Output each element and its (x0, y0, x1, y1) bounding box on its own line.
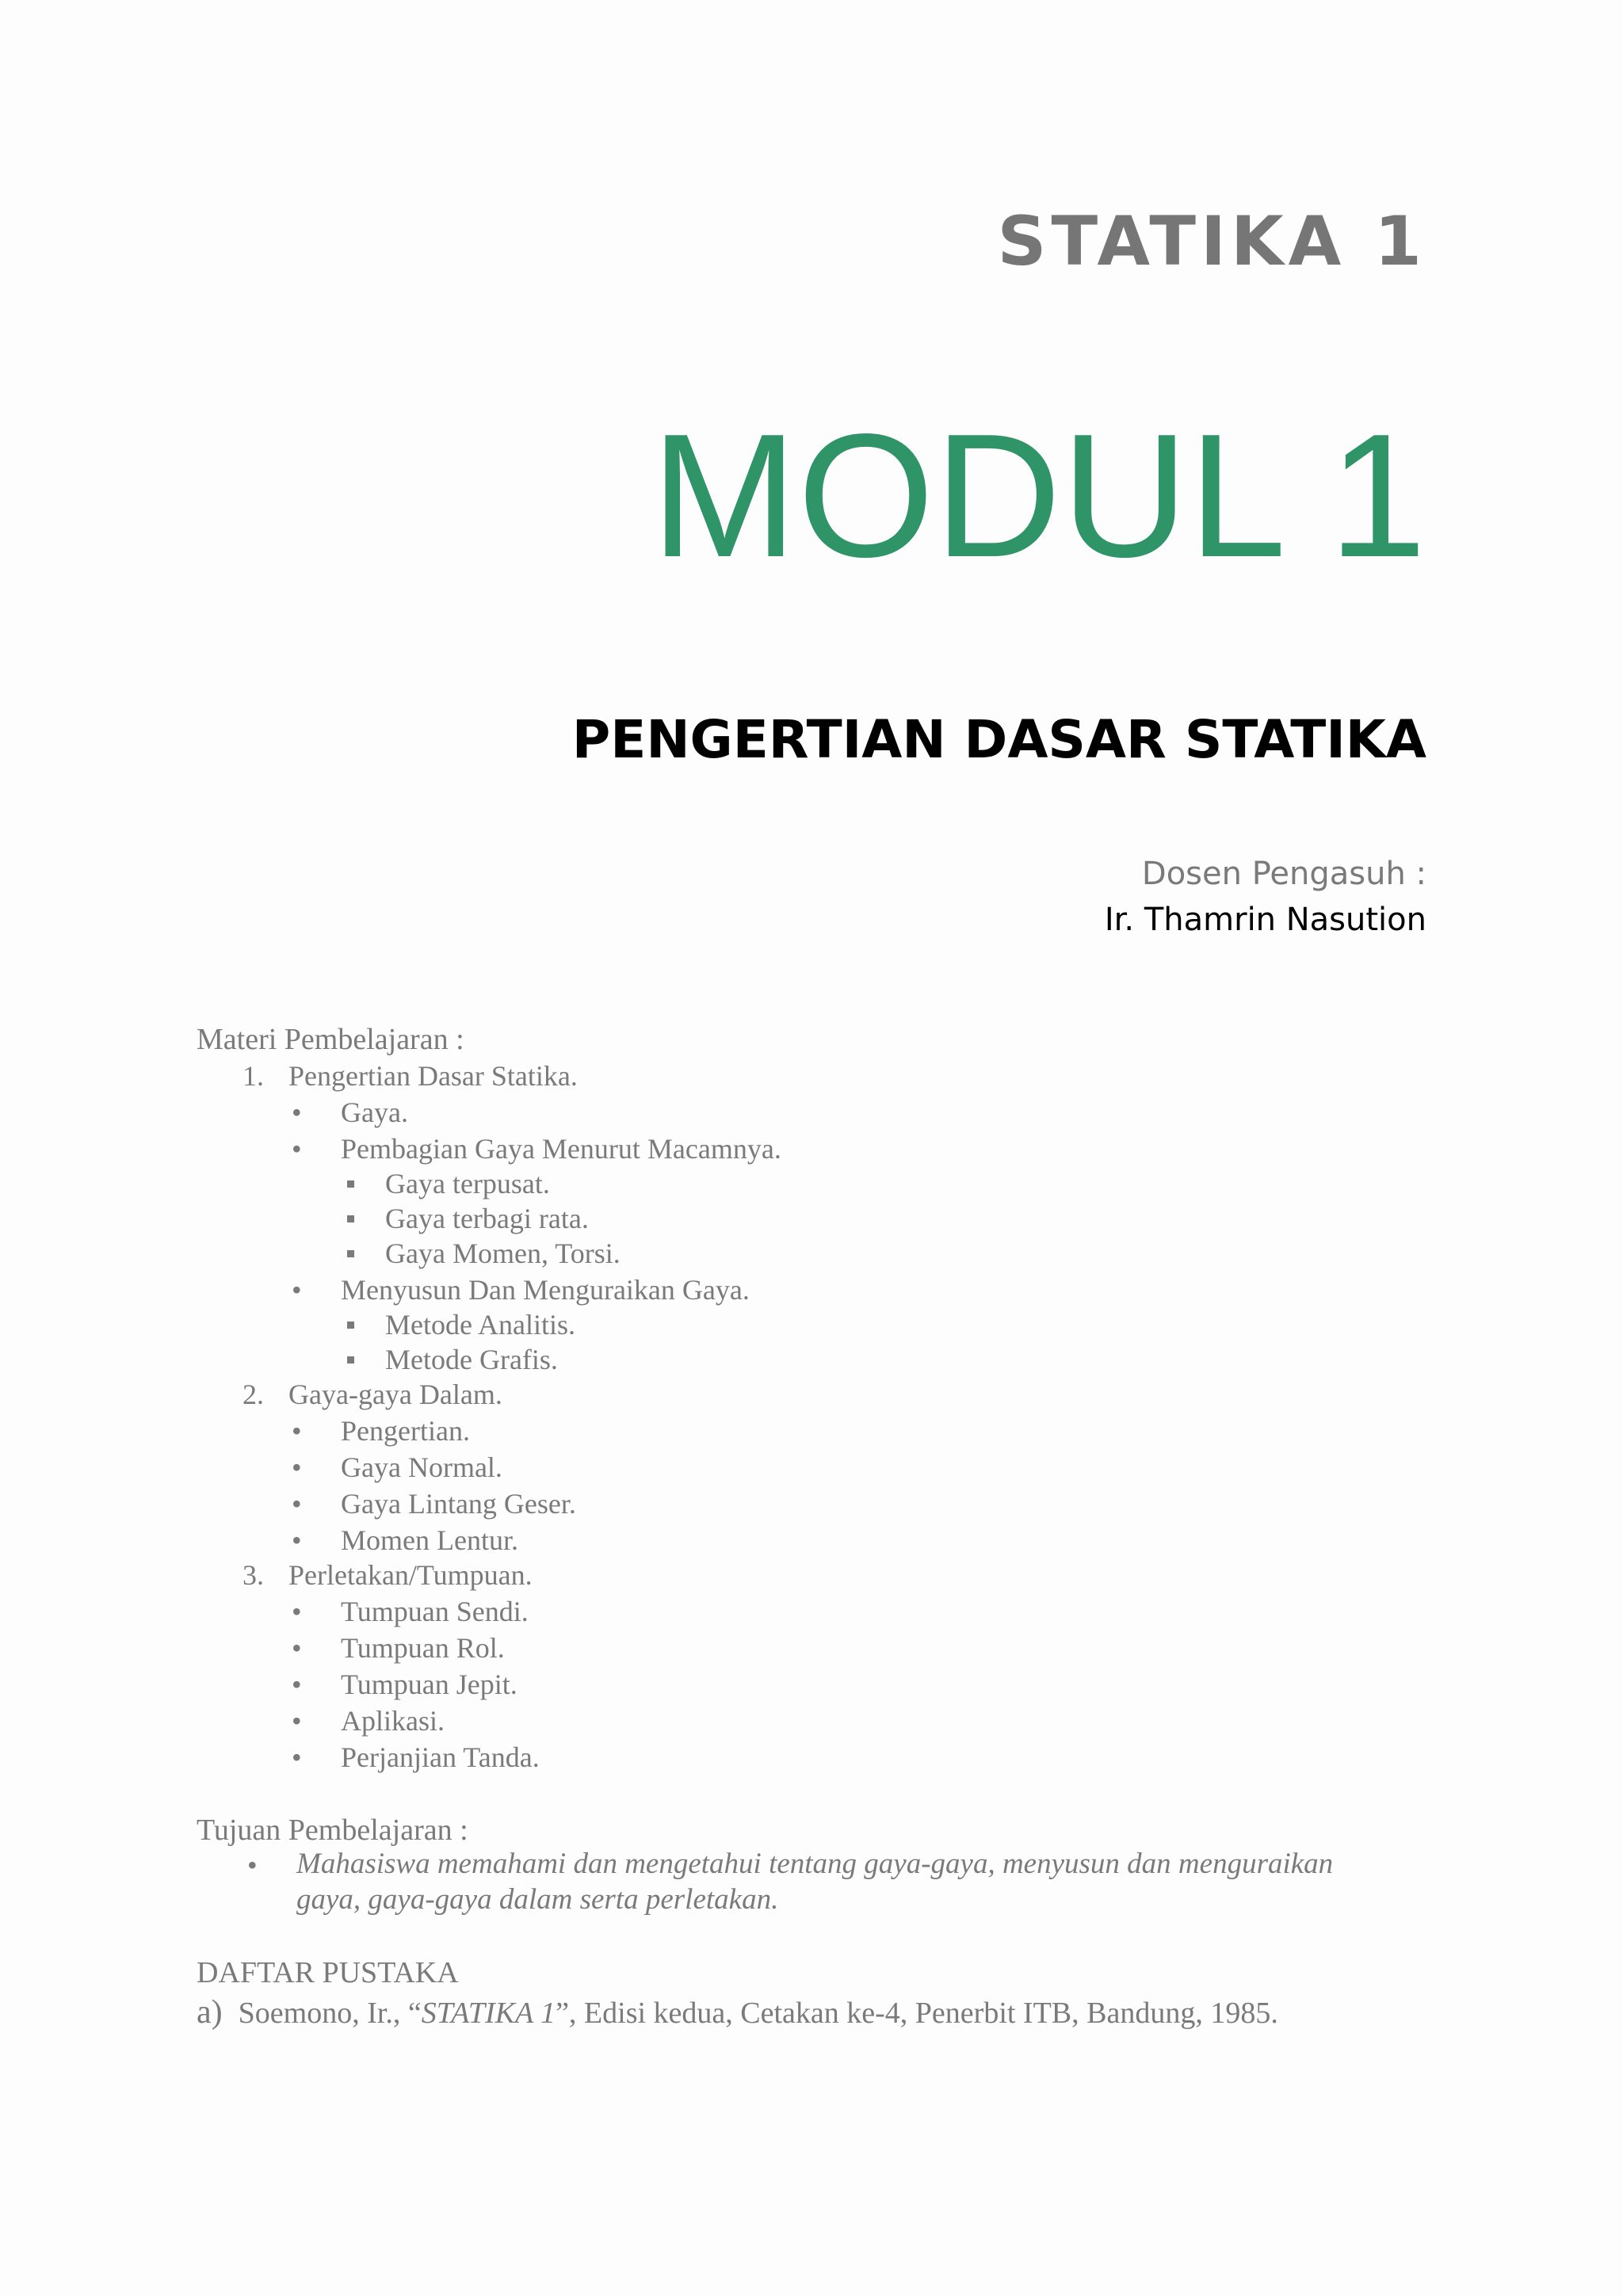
list-item-number: 3. (242, 1559, 264, 1591)
subitem: Momen Lentur. (341, 1524, 518, 1556)
objectives-heading: Tujuan Pembelajaran : (197, 1814, 468, 1847)
square-bullet-icon (347, 1215, 354, 1222)
objective-text: Mahasiswa memahami dan mengetahui tentang gaya-gaya, menyusun dan menguraikan gaya, gaya-gaya dalam serta perletakan. (296, 1848, 1334, 1916)
reference-details: ”, Edisi kedua, Cetakan ke-4, Penerbit ITB, Bandung, 1985. (556, 1997, 1278, 2030)
square-bullet-icon (347, 1180, 354, 1188)
subitem: Gaya Normal. (341, 1451, 502, 1483)
bullet-icon: • (247, 1849, 258, 1881)
bullet-icon: • (292, 1669, 302, 1700)
sub-subitem: Metode Grafis. (385, 1344, 558, 1375)
list-item-title: Pengertian Dasar Statika. (288, 1060, 578, 1092)
subitem: Gaya. (341, 1097, 408, 1128)
subitem: Pengertian. (341, 1415, 470, 1447)
list-item-number: 2. (242, 1379, 264, 1410)
reference-author: Soemono, Ir., “ (238, 1997, 422, 2030)
bullet-icon: • (292, 1274, 302, 1306)
module-topic: PENGERTIAN DASAR STATIKA (571, 709, 1426, 770)
square-bullet-icon (347, 1356, 354, 1363)
bullet-icon: • (292, 1741, 302, 1773)
sub-subitem: Metode Analitis. (385, 1309, 575, 1341)
bullet-icon: • (292, 1632, 302, 1664)
bullet-icon: • (292, 1488, 302, 1520)
subitem: Tumpuan Rol. (341, 1632, 505, 1664)
list-item-title: Perletakan/Tumpuan. (288, 1559, 533, 1591)
course-title: STATIKA 1 (997, 202, 1426, 281)
materials-heading: Materi Pembelajaran : (197, 1023, 464, 1056)
subitem: Aplikasi. (341, 1705, 445, 1737)
reference-title: STATIKA 1 (421, 1997, 556, 2030)
sub-subitem: Gaya Momen, Torsi. (385, 1238, 621, 1269)
subitem: Menyusun Dan Menguraikan Gaya. (341, 1274, 750, 1306)
subitem: Gaya Lintang Geser. (341, 1488, 576, 1520)
bullet-icon: • (292, 1415, 302, 1447)
bullet-icon: • (292, 1451, 302, 1483)
subitem: Perjanjian Tanda. (341, 1741, 540, 1773)
list-item-number: 1. (242, 1060, 264, 1092)
bullet-icon: • (292, 1596, 302, 1627)
bullet-icon: • (292, 1524, 302, 1556)
lecturer-label: Dosen Pengasuh : (1141, 856, 1426, 892)
sub-subitem: Gaya terbagi rata. (385, 1203, 589, 1234)
lecturer-name: Ir. Thamrin Nasution (1104, 902, 1426, 938)
subitem: Tumpuan Jepit. (341, 1669, 517, 1700)
bullet-icon: • (292, 1097, 302, 1128)
module-number: MODUL 1 (651, 398, 1426, 594)
subitem: Pembagian Gaya Menurut Macamnya. (341, 1133, 781, 1165)
references-heading: DAFTAR PUSTAKA (197, 1956, 459, 1989)
square-bullet-icon (347, 1250, 354, 1257)
square-bullet-icon (347, 1322, 354, 1329)
sub-subitem: Gaya terpusat. (385, 1168, 550, 1199)
reference-marker: a) (197, 1994, 223, 2031)
bullet-icon: • (292, 1705, 302, 1737)
subitem: Tumpuan Sendi. (341, 1596, 529, 1627)
reference-item (197, 1993, 1278, 2031)
bullet-icon: • (292, 1133, 302, 1165)
list-item-title: Gaya-gaya Dalam. (288, 1379, 502, 1410)
